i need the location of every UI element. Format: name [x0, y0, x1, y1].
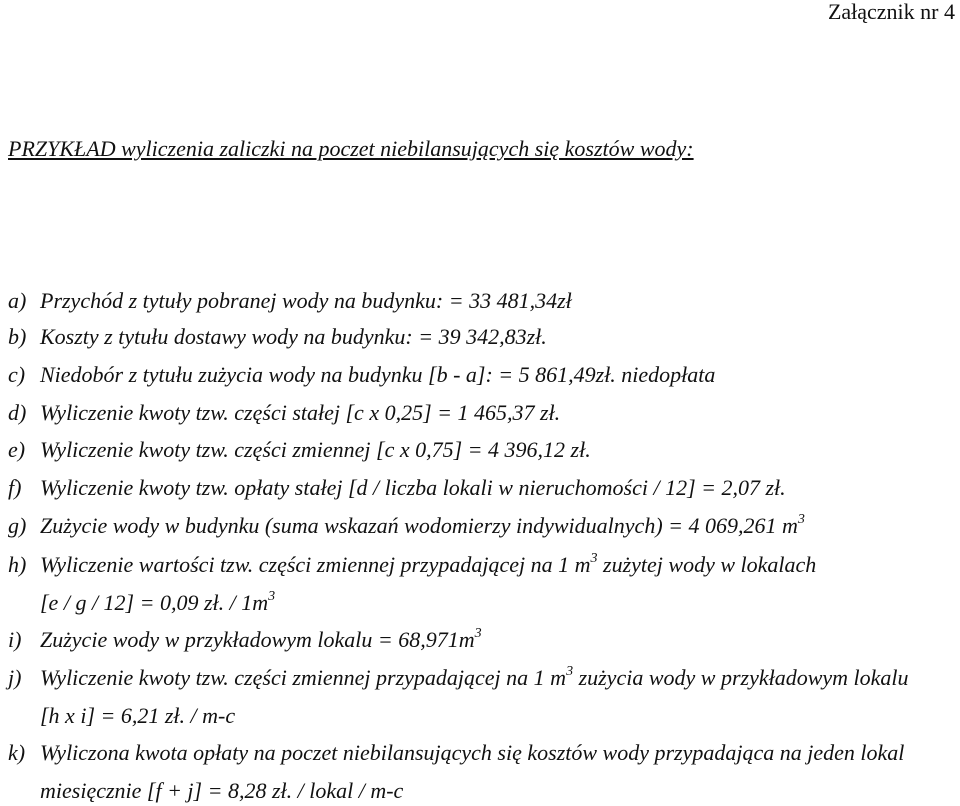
item-label: b) [8, 324, 27, 349]
superscript: 3 [566, 663, 574, 679]
list-item-h-continuation [40, 589, 275, 617]
item-text-after: zużycia wody w przykładowym lokalu [573, 665, 909, 690]
item-text: Wyliczenie kwoty tzw. części zmiennej [c x 0,75] = 4 396,12 zł. [40, 437, 591, 462]
item-text: Niedobór z tytułu zużycia wody na budynku [b - a]: = 5 861,49zł. niedopłata [40, 362, 716, 387]
superscript: 3 [590, 550, 598, 566]
item-text: Zużycie wody w budynku (suma wskazań wodomierzy indywidualnych) = 4 069,261 m [40, 513, 798, 538]
item-label: i) [8, 627, 22, 652]
item-text: Wyliczenie wartości tzw. części zmiennej przypadającej na 1 m [40, 552, 591, 577]
item-text-after: zużytej wody w lokalach [597, 552, 817, 577]
item-text: Przychód z tytuły pobranej wody na budynku: = 33 481,34zł [40, 288, 572, 313]
superscript: 3 [268, 588, 276, 604]
item-label: a) [8, 288, 27, 313]
item-label: g) [8, 513, 27, 538]
annex-number: Załącznik nr 4 [827, 0, 955, 24]
item-text: Wyliczenie kwoty tzw. części stałej [c x 0,25] = 1 465,37 zł. [40, 400, 561, 425]
item-text: Wyliczenie kwoty tzw. opłaty stałej [d / liczba lokali w nieruchomości / 12] = 2,07 zł. [40, 475, 786, 500]
list-item-k-continuation [40, 777, 403, 805]
item-text-group [40, 626, 482, 654]
item-label: h) [8, 552, 27, 577]
list-item-j-continuation [40, 702, 235, 730]
superscript: 3 [797, 511, 805, 527]
item-label: c) [8, 362, 26, 387]
item-text: [h x i] = 6,21 zł. / m-c [40, 703, 236, 728]
superscript: 3 [474, 625, 482, 641]
item-label: k) [8, 740, 26, 765]
item-text-group [40, 551, 816, 579]
item-text-group [40, 664, 909, 692]
item-text-group [40, 512, 805, 540]
item-text: Koszty z tytułu dostawy wody na budynku: = 39 342,83zł. [40, 324, 547, 349]
item-text: miesięcznie [f + j] = 8,28 zł. / lokal / m-c [40, 778, 404, 803]
item-text: [e / g / 12] = 0,09 zł. / 1m [40, 590, 269, 615]
item-text: Zużycie wody w przykładowym lokalu = 68,971m [40, 627, 475, 652]
item-text: Wyliczona kwota opłaty na poczet niebilansujących się kosztów wody przypadająca na jeden lokal [40, 740, 905, 765]
item-label: j) [8, 665, 22, 690]
document-title: PRZYKŁAD wyliczenia zaliczki na poczet niebilansujących się kosztów wody: [8, 136, 694, 161]
item-label: f) [8, 475, 22, 500]
item-label: d) [8, 400, 27, 425]
item-text: Wyliczenie kwoty tzw. części zmiennej przypadającej na 1 m [40, 665, 567, 690]
item-label: e) [8, 437, 26, 462]
